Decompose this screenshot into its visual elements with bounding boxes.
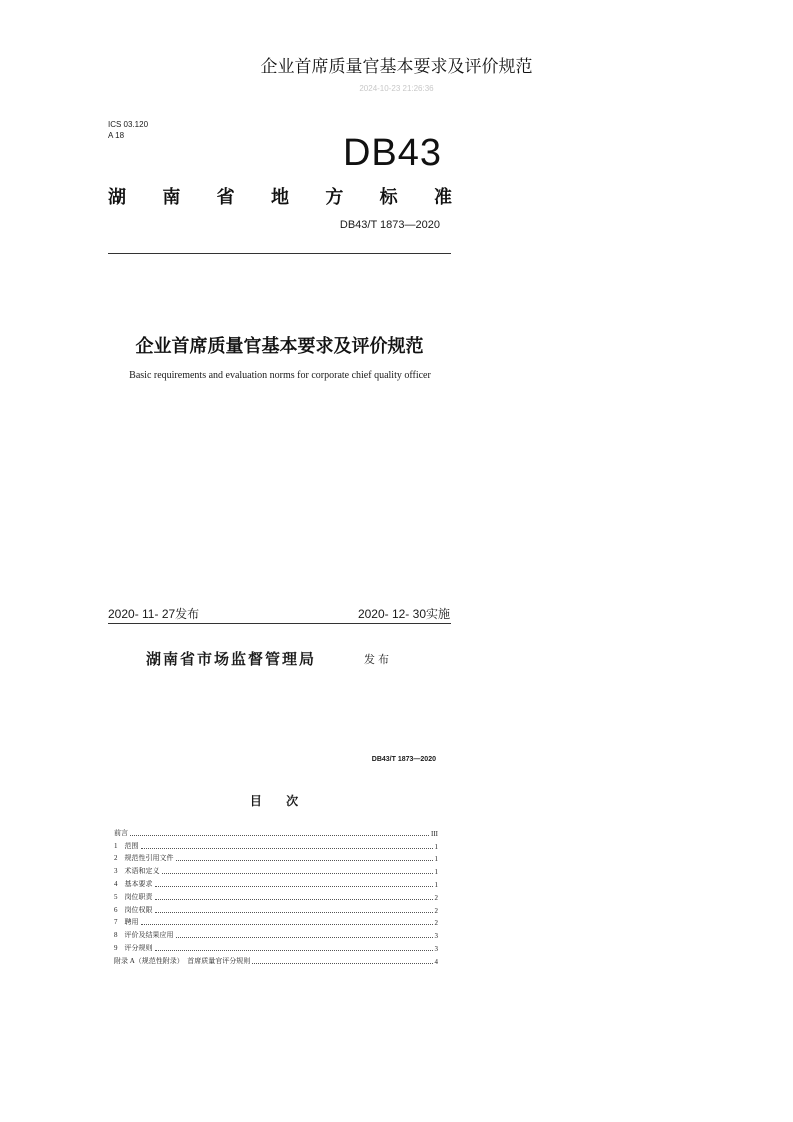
standard-code: DB43 — [342, 132, 442, 174]
toc-entry-page: 1 — [434, 868, 438, 877]
toc-leader-dots — [130, 835, 429, 836]
toc-entry-page: 4 — [434, 957, 438, 966]
divider — [108, 253, 451, 254]
table-of-contents — [114, 825, 438, 966]
toc-entry[interactable] — [114, 940, 438, 953]
toc-entry[interactable] — [114, 953, 438, 966]
toc-entry-page: 1 — [434, 855, 438, 864]
toc-entry-label: 5 岗位职责 — [114, 892, 153, 901]
toc-leader-dots — [252, 963, 432, 964]
toc-page-code: DB43/T 1873—2020 — [371, 756, 436, 763]
toc-entry-label: 1 范围 — [114, 841, 139, 850]
toc-entry-page: 2 — [434, 919, 438, 928]
toc-entry[interactable] — [114, 915, 438, 928]
toc-entry-label: 3 术语和定义 — [114, 867, 160, 876]
toc-leader-dots — [141, 848, 433, 849]
standard-type — [108, 183, 452, 209]
toc-entry-page: 1 — [434, 842, 438, 851]
ccs-code: A 18 — [108, 131, 125, 140]
toc-leader-dots — [155, 886, 433, 887]
ics-code: ICS 03.120 — [108, 120, 149, 129]
toc-entry[interactable] — [114, 863, 438, 876]
issue-date: 2020- 11- 27发布 — [108, 607, 200, 621]
standard-type-char: 地 — [270, 187, 289, 208]
toc-leader-dots — [176, 860, 433, 861]
toc-entry-label: 9 评分规则 — [114, 943, 153, 952]
standard-type-char: 南 — [162, 187, 181, 208]
standard-type-char: 省 — [216, 187, 235, 208]
toc-entry[interactable] — [114, 876, 438, 889]
standard-type-char: 方 — [325, 187, 344, 208]
toc-leader-dots — [155, 912, 433, 913]
toc-entry-label: 附录 A（规范性附录） 首席质量官评分规则 — [114, 956, 251, 965]
toc-entry[interactable] — [114, 838, 438, 851]
toc-entry[interactable] — [114, 851, 438, 864]
issuer: 湖南省市场监督管理局 — [146, 650, 317, 668]
toc-entry-label: 8 评价及结果应用 — [114, 931, 174, 940]
toc-entry[interactable] — [114, 825, 438, 838]
toc-entry-page: 1 — [434, 880, 438, 889]
implement-date: 2020- 12- 30实施 — [357, 607, 450, 621]
toc-leader-dots — [155, 950, 433, 951]
timestamp: 2024-10-23 21:26:36 — [359, 84, 434, 93]
issuer-action: 发布 — [364, 653, 392, 666]
toc-entry-page: 3 — [434, 932, 438, 941]
toc-entry-page: III — [431, 829, 438, 838]
toc-entry-label: 4 基本要求 — [114, 879, 153, 888]
toc-entry[interactable] — [114, 902, 438, 915]
toc-entry[interactable] — [114, 927, 438, 940]
toc-entry-page: 2 — [434, 893, 438, 902]
toc-entry-label: 前言 — [114, 828, 128, 837]
toc-leader-dots — [141, 924, 433, 925]
toc-leader-dots — [162, 873, 433, 874]
standard-number: DB43/T 1873—2020 — [339, 219, 440, 231]
toc-entry-label: 6 岗位权限 — [114, 905, 153, 914]
toc-entry-label: 2 规范性引用文件 — [114, 854, 174, 863]
divider — [108, 623, 451, 624]
toc-entry-label: 7 聘用 — [114, 918, 139, 927]
classification-block — [108, 119, 148, 141]
toc-entry[interactable] — [114, 889, 438, 902]
title-chinese: 企业首席质量官基本要求及评价规范 — [135, 336, 424, 357]
toc-heading: 目 次 — [249, 794, 309, 808]
toc-leader-dots — [155, 899, 433, 900]
toc-entry-page: 3 — [434, 944, 438, 953]
standard-type-char: 湖 — [108, 187, 126, 208]
toc-leader-dots — [176, 937, 433, 938]
title-english: Basic requirements and evaluation norms for corporate chief quality officer — [129, 370, 431, 381]
standard-type-char: 准 — [433, 187, 452, 208]
toc-entry-page: 2 — [434, 906, 438, 915]
document-title: 企业首席质量官基本要求及评价规范 — [260, 57, 533, 77]
standard-type-char: 标 — [379, 187, 398, 208]
